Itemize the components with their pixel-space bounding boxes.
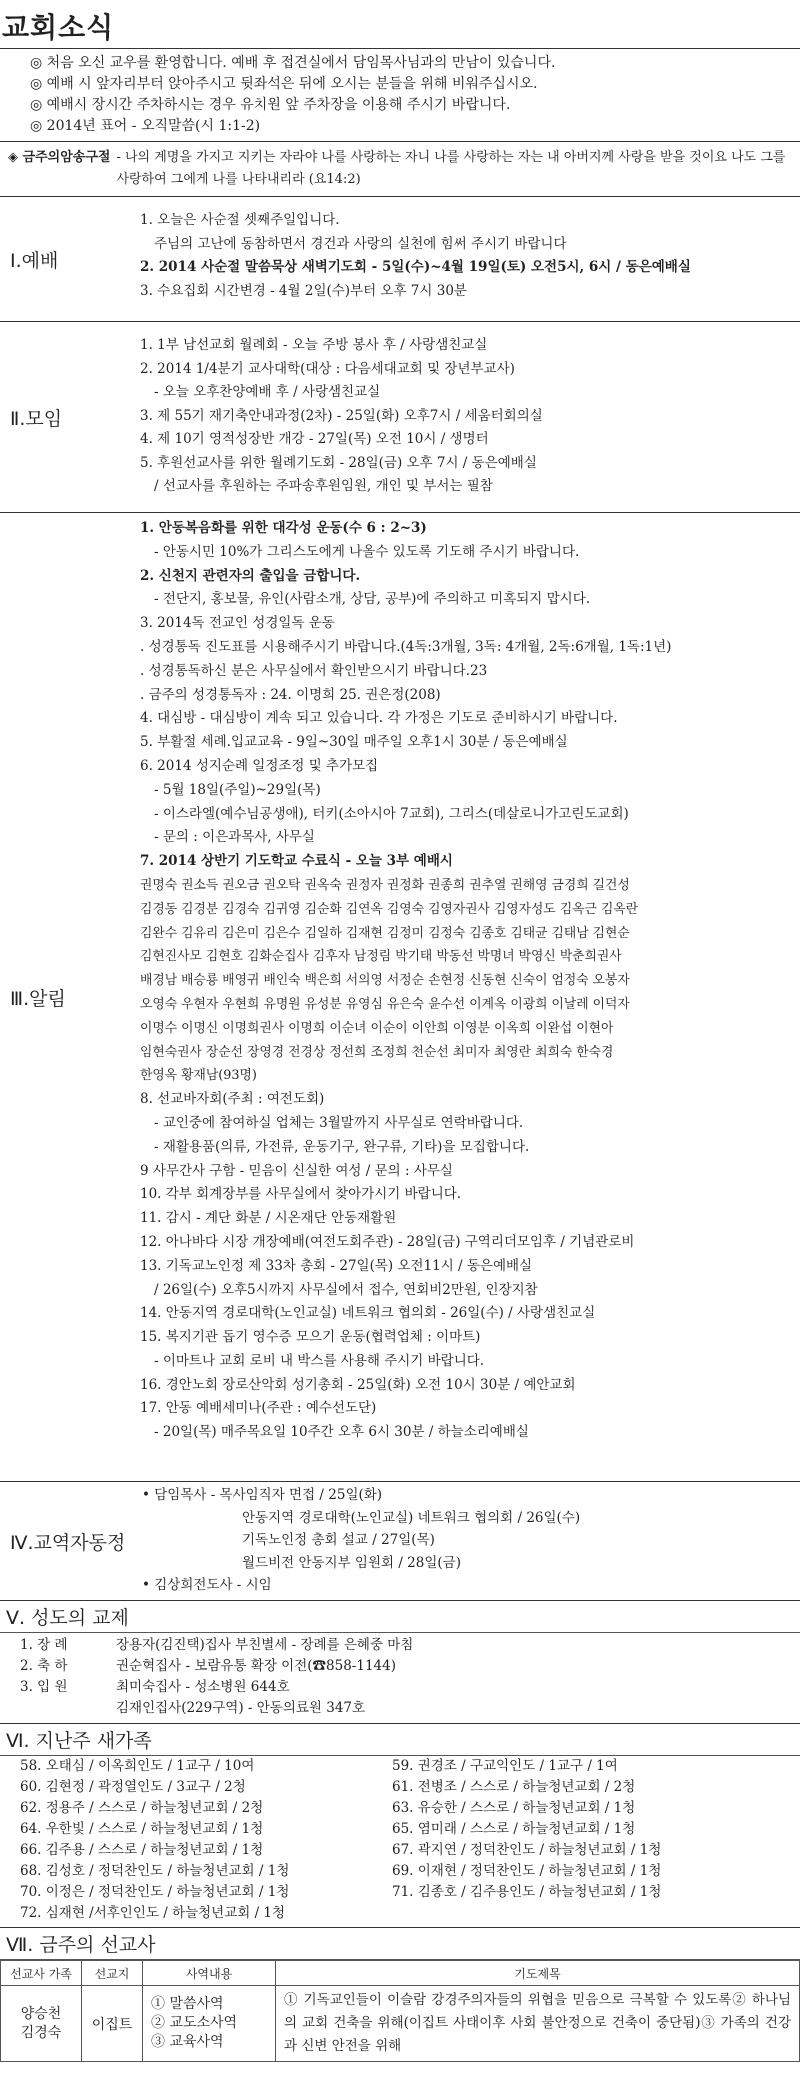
list-item: 8. 선교바자회(주최 : 여전도회) (140, 1091, 325, 1108)
list-item: 3. 제 55기 재기축안내과정(2차) - 25일(화) 오후7시 / 세움터회의실 (140, 407, 543, 424)
item-label (20, 1698, 116, 1719)
list-item: 14. 안동지역 경로대학(노인교실) 네트워크 협의회 - 26일(수) / 사랑샘친교실 (140, 1305, 596, 1322)
list-item: 64. 우한빛 / 스스로 / 하늘청년교회 / 1청 (20, 1821, 264, 1837)
missionary-table (0, 1960, 800, 2062)
list-item: 72. 심재현 /서후인인도 / 하늘청년교회 / 1청 (20, 1905, 286, 1921)
name-list-row: 오영숙 우현자 우현희 유명원 유성분 유영심 유은숙 윤수선 이계옥 이광희 이날레 이덕자 (140, 996, 630, 1012)
list-item: - 교인중에 참여하실 업체는 3월말까지 사무실로 연락바랍니다. (154, 1114, 524, 1131)
name-list-row: 권명숙 권소득 권오금 권오탁 권옥숙 권정자 권정화 권종희 권추열 권해영 금경희 길건성 (140, 877, 630, 893)
list-item: - 오늘 오후찬양예배 후 / 사랑샘친교실 (154, 384, 381, 400)
list-item: 2. 신천지 관련자의 출입을 금합니다. (140, 567, 361, 584)
list-item (20, 1677, 800, 1698)
list-item: 58. 오태심 / 이옥희인도 / 1교구 / 10여 (20, 1758, 255, 1774)
section-heading: Ⅱ.모임 (10, 407, 63, 430)
list-item: 59. 권경조 / 구교익인도 / 1교구 / 1여 (392, 1758, 618, 1774)
table-header-row (1, 1961, 800, 1986)
item-label: 3. 입 원 (20, 1679, 68, 1695)
list-item: - 문의 : 이은과목사, 사무실 (154, 829, 315, 846)
list-item: - 전단지, 홍보물, 유인(사람소개, 상담, 공부)에 주의하고 미혹되지 맙시다. (154, 591, 591, 608)
list-item: 4. 제 10기 영적성장반 개강 - 27일(목) 오전 10시 / 생명터 (140, 431, 489, 447)
section-heading: Ⅵ. 지난주 새가족 (0, 1723, 800, 1756)
list-item: . 성경통독 진도표를 시용해주시기 바랍니다.(4독:3개월, 3독: 4개월, 2독:6개월, 1독:1년) (140, 638, 672, 655)
ministry-item: ② 교도소사역 (151, 2015, 238, 2031)
item-text: 김재인집사(229구역) - 안동의료원 347호 (116, 1700, 366, 1716)
memory-verse-label: ◈ 금주의암송구절 (8, 150, 111, 165)
worship-section (0, 196, 800, 321)
list-item: 17. 안동 예배세미나(주관 : 예수선도단) (140, 1400, 377, 1417)
list-item: 61. 전병조 / 스스로 / 하늘청년교회 / 2청 (392, 1779, 636, 1795)
column-header: 선교지 (82, 1961, 143, 1986)
intro-line: ◎ 예배 시 앞자리부터 앉아주시고 뒷좌석은 뒤에 오시는 분들을 위해 비워주십시오. (30, 76, 538, 92)
list-item: 2. 2014 사순절 말씀묵상 새벽기도회 - 5일(수)~4월 19일(토) 오전5시, 6시 / 동은예배실 (140, 259, 691, 275)
list-item: - 5월 18일(주일)~29일(목) (154, 781, 321, 798)
mission-field-cell: 이집트 (82, 1986, 143, 2062)
list-item: 62. 정용주 / 스스로 / 하늘청년교회 / 2청 (20, 1800, 264, 1816)
list-item: 16. 경안노회 장로산악회 성기총회 - 25일(화) 오전 10시 30분 / 예안교회 (140, 1376, 576, 1393)
list-item: 67. 곽지연 / 정덕찬인도 / 하늘청년교회 / 1청 (392, 1842, 662, 1858)
missionary-family-cell (1, 1986, 82, 2062)
list-item: - 이스라엘(예수님공생애), 터키(소아시아 7교회), 그리스(데살로니가고린도교회) (154, 805, 629, 822)
table-row (1, 1986, 800, 2062)
name-list-row: 김현진사모 김현호 김화순집사 김후자 남정림 박기태 박동선 박명녀 박영신 박춘희권사 (140, 949, 622, 965)
intro-line: ◎ 예배시 장시간 주차하시는 경우 유치원 앞 주차장을 이용해 주시기 바랍니다. (30, 97, 511, 113)
item-text: 장용자(김진택)집사 부친별세 - 장례를 은혜중 마침 (116, 1637, 414, 1653)
missionary-name: 양승천 (20, 2005, 62, 2022)
list-item: 안동지역 경로대학(노인교실) 네트워크 협의회 / 26일(수) (242, 1509, 581, 1526)
list-item: 2. 2014 1/4분기 교사대학(대상 : 다음세대교회 및 장년부교사) (140, 360, 515, 377)
intro-notices (0, 49, 800, 141)
list-item: 1. 1부 남선교회 월례회 - 오늘 주방 봉사 후 / 사랑샘친교실 (140, 337, 488, 353)
column-header: 선교사 가족 (1, 1961, 82, 1986)
list-item: 5. 후원선교사를 위한 월례기도회 - 28일(금) 오후 7시 / 동은예배실 (140, 454, 537, 471)
list-item: 3. 수요집회 시간변경 - 4월 2일(수)부터 오후 7시 30분 (140, 282, 467, 299)
name-list-row: 김경동 김경분 김경숙 김귀영 김순화 김연옥 김영숙 김영자권사 김영자성도 김옥근 김옥란 (140, 901, 639, 917)
notice-section (0, 512, 800, 1481)
list-item: 1. 오늘은 사순절 셋째주일입니다. (140, 212, 340, 228)
intro-line: ◎ 처음 오신 교우를 환영합니다. 예배 후 접견실에서 담임목사님과의 만남이 있습니다. (30, 55, 556, 71)
ministry-item: ③ 교육사역 (151, 2034, 224, 2050)
meeting-section (0, 321, 800, 512)
list-item: / 26일(수) 오후5시까지 사무실에서 접수, 연회비2만원, 인장지참 (154, 1281, 538, 1298)
section-heading: Ⅶ. 금주의 선교사 (0, 1927, 800, 1960)
list-item: 7. 2014 상반기 기도학교 수료식 - 오늘 3부 예배시 (140, 853, 453, 870)
list-item: 15. 복지기관 돕기 영수증 모으기 운동(협력업체 : 이마트) (140, 1329, 481, 1346)
list-item: 6. 2014 성지순례 일정조정 및 추가모집 (140, 757, 379, 774)
saints-list (0, 1633, 800, 1723)
section-heading: Ⅴ. 성도의 교제 (0, 1600, 800, 1633)
list-item: 1. 안동복음화를 위한 대각성 운동(수 6 : 2~3) (140, 520, 427, 536)
list-item: . 성경통독하신 분은 사무실에서 확인받으시기 바랍니다.23 (140, 662, 488, 679)
staff-section (0, 1481, 800, 1600)
newcomer-list (0, 1756, 800, 1924)
list-item: • 담임목사 - 목사임직자 면접 / 25일(화) (142, 1487, 383, 1503)
item-text: 최미숙집사 - 성소병원 644호 (116, 1679, 290, 1695)
column-header: 사역내용 (143, 1961, 276, 1986)
memory-verse (0, 141, 800, 196)
list-item: 60. 김현정 / 곽정열인도 / 3교구 / 2청 (20, 1779, 246, 1795)
list-item: . 금주의 성경통독자 : 24. 이명희 25. 권은정(208) (140, 686, 441, 703)
list-item: 10. 각부 회계장부를 사무실에서 찾아가시기 바랍니다. (140, 1186, 462, 1203)
page-title: 교회소식 (2, 11, 115, 44)
section-heading: Ⅳ.교역자동정 (10, 1531, 126, 1554)
item-text: 권순혁집사 - 보람유통 확장 이전(☎858-1144) (116, 1658, 396, 1674)
list-item: - 재활용품(의류, 가전류, 운동기구, 완구류, 기타)을 모집합니다. (154, 1138, 530, 1155)
list-item: 69. 이재현 / 정덕찬인도 / 하늘청년교회 / 1청 (392, 1863, 662, 1879)
prayer-cell: ① 기독교인들이 이슬람 강경주의자들의 위협을 믿음으로 극복할 수 있도록② 하나님의 교회 건축을 위해(이집트 사태이후 사회 불안정으로 건축이 중단됨)③ 가족의 건강과 신변 안전을 위해 (276, 1986, 800, 2062)
list-item: 9 사무간사 구함 - 믿음이 신실한 여성 / 문의 : 사무실 (140, 1162, 453, 1179)
list-item: - 이마트나 교회 로비 내 박스를 사용해 주시기 바랍니다. (154, 1352, 485, 1369)
section-heading: Ⅲ.알림 (10, 987, 66, 1010)
list-item: 기독노인정 총회 설교 / 27일(목) (242, 1532, 435, 1548)
name-list-row: 한영옥 황재남(93명) (140, 1068, 257, 1084)
list-item: 5. 부활절 세례.입교교육 - 9일~30일 매주일 오후1시 30분 / 동은예배실 (140, 734, 568, 751)
column-header: 기도제목 (276, 1961, 800, 1986)
memory-verse-text: - 나의 계명을 가지고 지키는 자라야 나를 사랑하는 자니 나를 사랑하는 자는 내 아버지께 사랑을 받을 것이요 나도 그를 사랑하여 그에게 나를 나타내리라 (요14:2) (116, 150, 786, 187)
list-item: 70. 이정은 / 정덕찬인도 / 하늘청년교회 / 1청 (20, 1884, 290, 1900)
missionary-name: 김경숙 (20, 2024, 62, 2041)
list-item: 4. 대심방 - 대심방이 계속 되고 있습니다. 각 가정은 기도로 준비하시기 바랍니다. (140, 710, 618, 727)
list-item: 11. 감시 - 계단 화분 / 시온재단 안동재활원 (140, 1210, 397, 1227)
list-item: 71. 김종호 / 김주용인도 / 하늘청년교회 / 1청 (392, 1884, 662, 1900)
list-item (20, 1656, 800, 1677)
list-item: 68. 김성호 / 정덕찬인도 / 하늘청년교회 / 1청 (20, 1863, 290, 1879)
list-item: 65. 염미래 / 스스로 / 하늘청년교회 / 1청 (392, 1821, 636, 1837)
name-list-row: 이명수 이명신 이명희권사 이명희 이순녀 이순이 이안희 이영분 이옥희 이완섭 이현아 (140, 1020, 614, 1036)
list-item (20, 1635, 800, 1656)
ministry-item: ① 말씀사역 (151, 1996, 224, 2012)
list-item: - 20일(목) 매주목요일 10주간 오후 6시 30분 / 하늘소리예배실 (154, 1424, 529, 1441)
list-item: 13. 기독교노인정 제 33차 총회 - 27일(목) 오전11시 / 동은예배실 (140, 1257, 533, 1274)
name-list-row: 임현숙권사 장순선 장영경 전경상 정선희 조정희 천순선 최미자 최영란 최희숙 한숙경 (140, 1044, 614, 1060)
list-item: 주님의 고난에 동참하면서 경건과 사랑의 실천에 힘써 주시기 바랍니다 (154, 235, 567, 252)
section-heading: Ⅰ.예배 (10, 249, 59, 272)
list-item: 3. 2014독 전교인 성경일독 운동 (140, 615, 335, 632)
name-list-row: 김완수 김유리 김은미 김은수 김일하 김재현 김정미 김정숙 김종호 김태균 김태남 김현순 (140, 925, 630, 941)
intro-line: ◎ 2014년 표어 - 오직말씀(시 1:1-2) (30, 118, 261, 134)
list-item: • 김상희전도사 - 시임 (142, 1577, 272, 1593)
list-item: / 선교사를 후원하는 주파송후원임원, 개인 및 부서는 필참 (154, 478, 493, 494)
list-item: 66. 김주용 / 스스로 / 하늘청년교회 / 1청 (20, 1842, 264, 1858)
list-item (20, 1698, 800, 1719)
item-label: 1. 장 례 (20, 1637, 68, 1653)
ministry-cell (143, 1986, 276, 2062)
list-item: 12. 아나바다 시장 개장예배(여전도회주관) - 28일(금) 구역리더모임후 / 기념관로비 (140, 1233, 635, 1250)
item-label: 2. 축 하 (20, 1658, 68, 1674)
list-item: 월드비전 안동지부 임원회 / 28일(금) (242, 1554, 461, 1571)
name-list-row: 배경남 배승룡 배영귀 배인숙 백은희 서의영 서정순 손현정 신동현 신숙이 엄정숙 오봉자 (140, 973, 630, 989)
list-item: - 안동시민 10%가 그리스도에게 나올수 있도록 기도해 주시기 바랍니다. (154, 543, 580, 560)
list-item: 63. 유승한 / 스스로 / 하늘청년교회 / 1청 (392, 1800, 636, 1816)
